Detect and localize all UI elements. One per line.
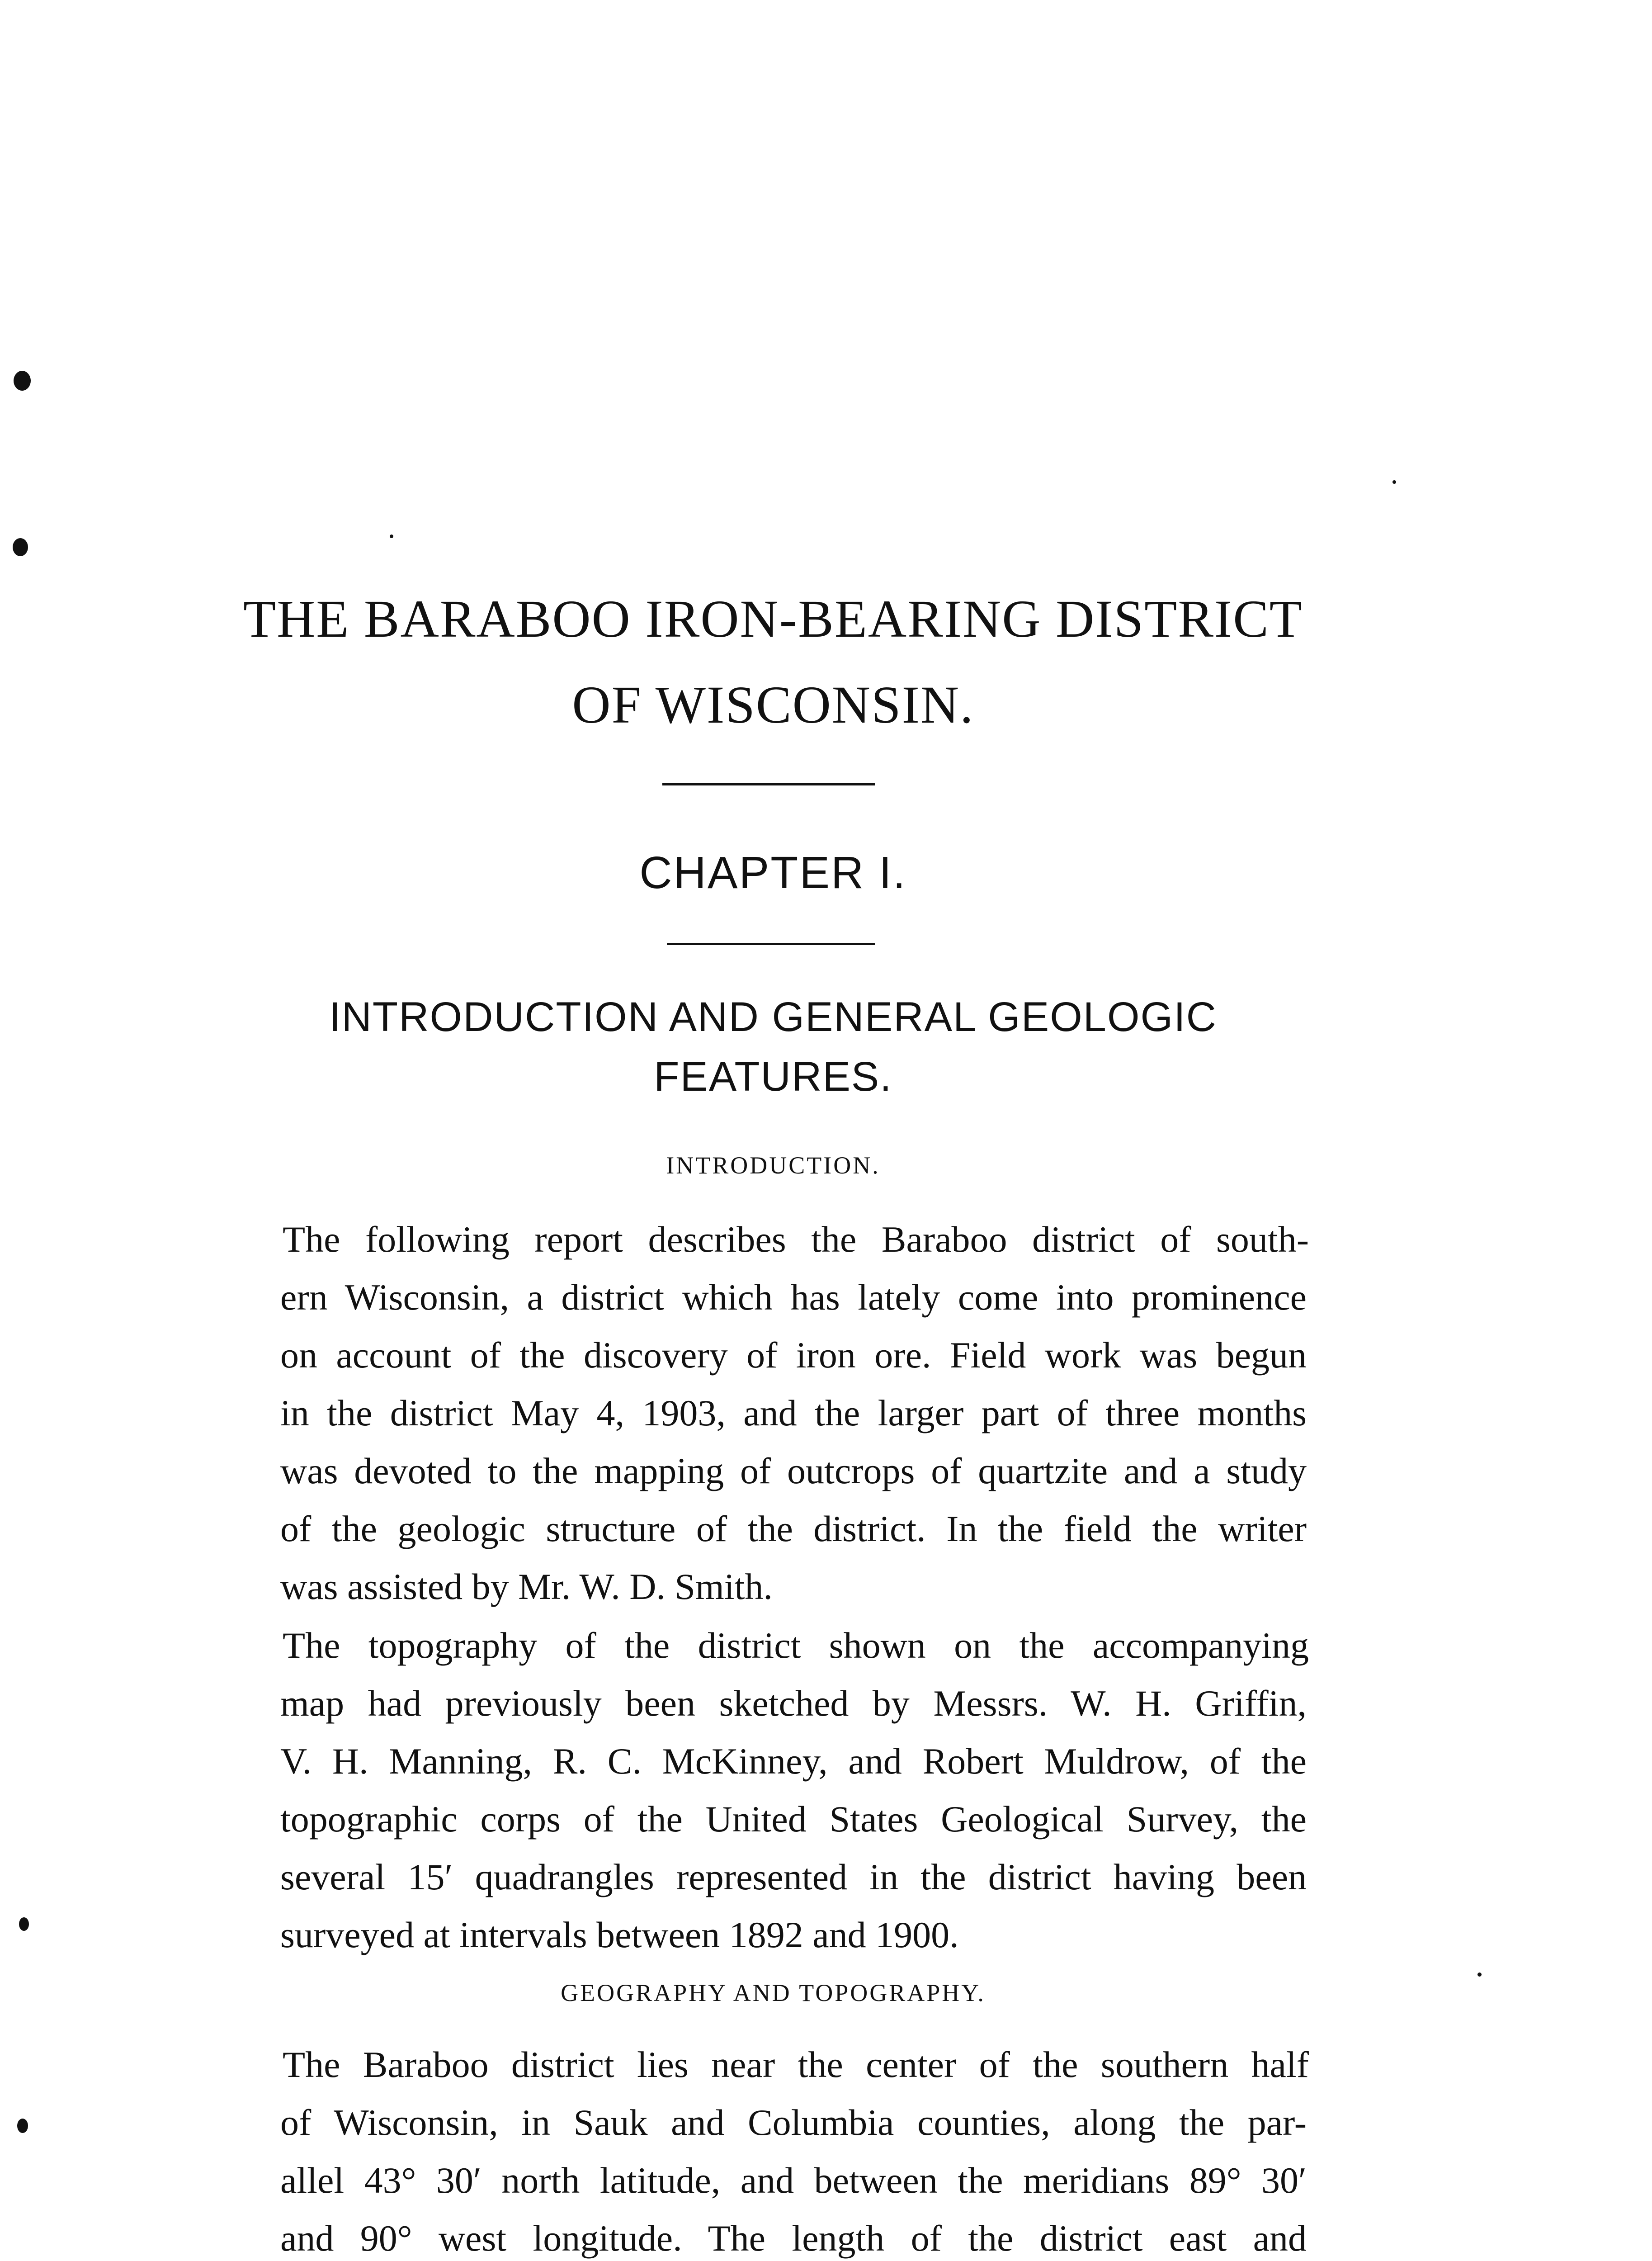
paragraph-line: The following report describes the Baraboo district of south- xyxy=(283,1219,1309,1260)
paragraph-line: was assisted by Mr. W. D. Smith. xyxy=(280,1566,773,1607)
scan-speck xyxy=(1392,480,1396,484)
chapter-rule xyxy=(667,943,875,945)
scan-speck xyxy=(390,535,393,538)
paragraph-line: surveyed at intervals between 1892 and 1900. xyxy=(280,1914,959,1955)
paragraph-line: of the geologic structure of the district. In the field the writer xyxy=(280,1508,1307,1549)
section-heading-geography: GEOGRAPHY AND TOPOGRAPHY. xyxy=(561,1979,986,2006)
paragraph-line: V. H. Manning, R. C. McKinney, and Robert Muldrow, of the xyxy=(280,1741,1307,1782)
chapter-subtitle-line-2: FEATURES. xyxy=(654,1054,892,1100)
scan-speck xyxy=(14,371,31,391)
paragraph-line: was devoted to the mapping of outcrops of quartzite and a study xyxy=(280,1450,1307,1491)
paragraph-line: of Wisconsin, in Sauk and Columbia counties, along the par- xyxy=(280,2102,1307,2143)
paragraph-line: several 15′ quadrangles represented in the district having been xyxy=(280,1856,1307,1897)
document-title-line-1: THE BARABOO IRON-BEARING DISTRICT xyxy=(243,589,1303,648)
scan-speck xyxy=(17,2119,28,2133)
paragraph-line: map had previously been sketched by Messrs. W. H. Griffin, xyxy=(280,1683,1307,1724)
section-heading-introduction: INTRODUCTION. xyxy=(666,1152,880,1179)
paragraph-line: The topography of the district shown on the accompanying xyxy=(283,1625,1309,1666)
scan-speck xyxy=(13,538,28,556)
chapter-heading: CHAPTER I. xyxy=(639,847,907,898)
chapter-subtitle-line-1: INTRODUCTION AND GENERAL GEOLOGIC xyxy=(329,994,1218,1040)
document-title-line-2: OF WISCONSIN. xyxy=(572,675,974,734)
paragraph-line: on account of the discovery of iron ore. Field work was begun xyxy=(280,1334,1307,1376)
paragraph-line: topographic corps of the United States Geological Survey, the xyxy=(280,1798,1307,1840)
paragraph-line: The Baraboo district lies near the center of the southern half xyxy=(283,2044,1309,2085)
paragraph-line: allel 43° 30′ north latitude, and between the meridians 89° 30′ xyxy=(280,2160,1307,2201)
paragraph-line: and 90° west longitude. The length of the district east and xyxy=(280,2218,1307,2259)
scan-speck xyxy=(1477,1972,1482,1977)
scan-speck xyxy=(19,1917,29,1931)
paragraph-line: in the district May 4, 1903, and the larger part of three months xyxy=(280,1392,1307,1433)
title-rule xyxy=(662,783,875,785)
paragraph-line: ern Wisconsin, a district which has lately come into prominence xyxy=(280,1277,1307,1318)
